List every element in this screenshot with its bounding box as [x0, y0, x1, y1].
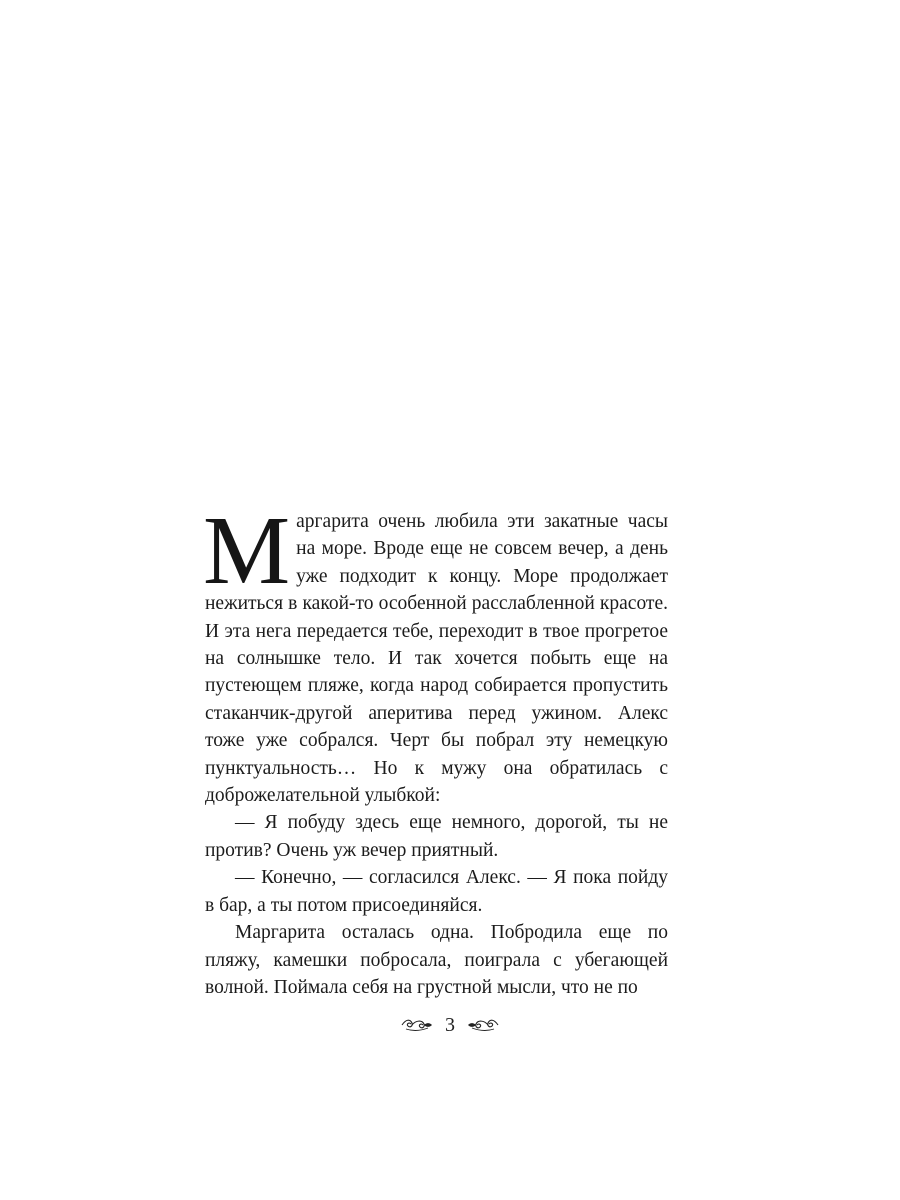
paragraph-1 — [203, 497, 668, 809]
paragraph-3: — Конечно, — согласился Алекс. — Я пока пойду в бар, а ты потом присоединяйся. — [205, 867, 668, 916]
right-flourish-icon — [466, 1018, 500, 1032]
body-text — [203, 497, 668, 1001]
paragraph-1-text: аргарита очень любила эти закатные часы на море. Вроде еще не совсем вечер, а день уже подходит к концу. Море продолжает нежиться в какой-то особенной расслабленной красоте. И эта нега передается тебе, переходит в твое прогретое на солнышке тело. И так хочется побыть еще на пустеющем пляже, когда народ собирается пропустить стаканчик-другой аперитива перед ужином. Алекс тоже уже собрался. Черт бы побрал эту немецкую пунктуальность… Но к мужу она обратилась с доброжелательной улыбкой: — [205, 511, 668, 807]
page-number: 3 — [445, 1014, 455, 1037]
paragraph-4: Маргарита осталась одна. Побродила еще по пляжу, камешки побросала, поиграла с убегающей волной. Поймала себя на грустной мысли, что не по — [205, 922, 668, 998]
paragraph-2: — Я побуду здесь еще немного, дорогой, ты не против? Очень уж вечер приятный. — [205, 812, 668, 861]
left-flourish-icon — [400, 1018, 434, 1032]
page-footer — [0, 1012, 900, 1037]
drop-cap: М — [203, 497, 291, 605]
